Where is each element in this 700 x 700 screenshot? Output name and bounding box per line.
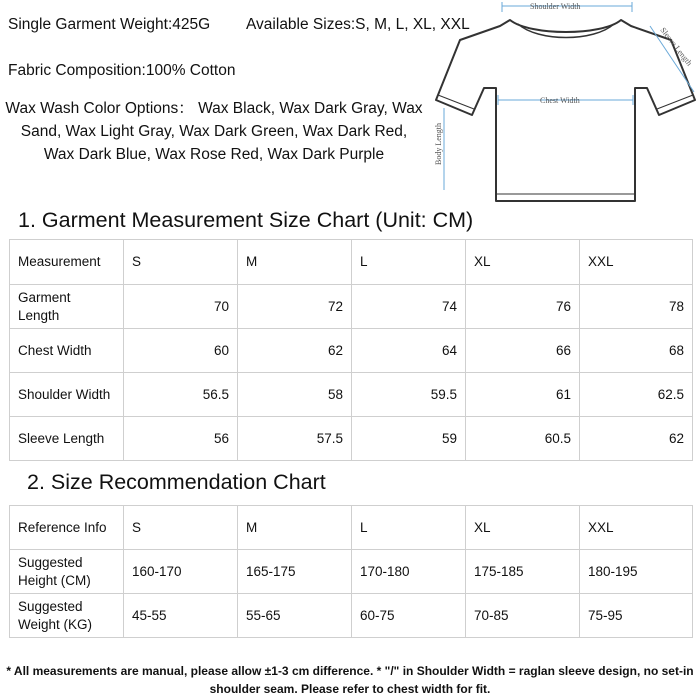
weight-info: Single Garment Weight:425G (8, 16, 211, 33)
value-cell: 64 (352, 329, 466, 373)
value-cell: 76 (466, 285, 580, 329)
value-cell: 56.5 (124, 373, 238, 417)
header-cell-m: M (238, 506, 352, 550)
row-label: Suggested Height (CM) (10, 550, 124, 594)
table-row (10, 417, 693, 461)
fabric-info: Fabric Composition:100% Cotton (8, 62, 236, 79)
row-label: Shoulder Width (10, 373, 124, 417)
value-cell: 61 (466, 373, 580, 417)
value-cell: 62 (580, 417, 693, 461)
recommendation-header-row (10, 506, 693, 550)
sleeve-length-label: Sleeve Length (658, 25, 694, 68)
value-cell: 60-75 (352, 594, 466, 638)
value-cell: 57.5 (238, 417, 352, 461)
footer-note: * All measurements are manual, please allow ±1-3 cm difference. * "/" in Shoulder Width = raglan sleeve design, no set-in shoulder seam. Please refer to chest width for fit. (6, 664, 694, 696)
header-cell-s: S (124, 240, 238, 285)
measurement-table (9, 239, 693, 461)
table-row (10, 329, 693, 373)
measurement-header-row (10, 240, 693, 285)
row-label: Sleeve Length (10, 417, 124, 461)
header-cell-s: S (124, 506, 238, 550)
value-cell: 175-185 (466, 550, 580, 594)
header-cell-xxl: XXL (580, 506, 693, 550)
value-cell: 160-170 (124, 550, 238, 594)
value-cell: 56 (124, 417, 238, 461)
value-cell: 59.5 (352, 373, 466, 417)
body-length-label: Body Length (434, 123, 443, 165)
value-cell: 55-65 (238, 594, 352, 638)
table-row (10, 550, 693, 594)
value-cell: 62 (238, 329, 352, 373)
table-row (10, 594, 693, 638)
value-cell: 45-55 (124, 594, 238, 638)
tshirt-diagram (422, 0, 700, 208)
header-cell: Measurement (10, 240, 124, 285)
shoulder-width-label: Shoulder Width (530, 2, 581, 11)
measurement-chart-title: 1. Garment Measurement Size Chart (Unit: CM) (18, 208, 474, 232)
value-cell: 74 (352, 285, 466, 329)
header-cell-xl: XL (466, 506, 580, 550)
color-options: Wax Wash Color Options： Wax Black, Wax Dark Gray, Wax Sand, Wax Light Gray, Wax Dark Green, Wax Dark Red, Wax Dark Blue, Wax Rose Red, Wax Dark Purple (5, 100, 423, 163)
header-cell-xl: XL (466, 240, 580, 285)
value-cell: 165-175 (238, 550, 352, 594)
chest-width-label: Chest Width (540, 96, 580, 105)
header-cell-l: L (352, 240, 466, 285)
value-cell: 66 (466, 329, 580, 373)
value-cell: 59 (352, 417, 466, 461)
table-row (10, 285, 693, 329)
header-cell-m: M (238, 240, 352, 285)
value-cell: 62.5 (580, 373, 693, 417)
value-cell: 70 (124, 285, 238, 329)
table-row (10, 373, 693, 417)
value-cell: 75-95 (580, 594, 693, 638)
row-label: Suggested Weight (KG) (10, 594, 124, 638)
row-label: Garment Length (10, 285, 124, 329)
value-cell: 60.5 (466, 417, 580, 461)
row-label: Chest Width (10, 329, 124, 373)
value-cell: 170-180 (352, 550, 466, 594)
header-cell-l: L (352, 506, 466, 550)
sizes-info: Available Sizes:S, M, L, XL, XXL (246, 16, 470, 33)
recommendation-table (9, 505, 693, 638)
value-cell: 72 (238, 285, 352, 329)
value-cell: 60 (124, 329, 238, 373)
value-cell: 180-195 (580, 550, 693, 594)
value-cell: 70-85 (466, 594, 580, 638)
value-cell: 68 (580, 329, 693, 373)
value-cell: 58 (238, 373, 352, 417)
value-cell: 78 (580, 285, 693, 329)
tshirt-outline-icon (436, 20, 695, 201)
header-cell: Reference Info (10, 506, 124, 550)
recommendation-chart-title: 2. Size Recommendation Chart (27, 470, 326, 494)
header-cell-xxl: XXL (580, 240, 693, 285)
